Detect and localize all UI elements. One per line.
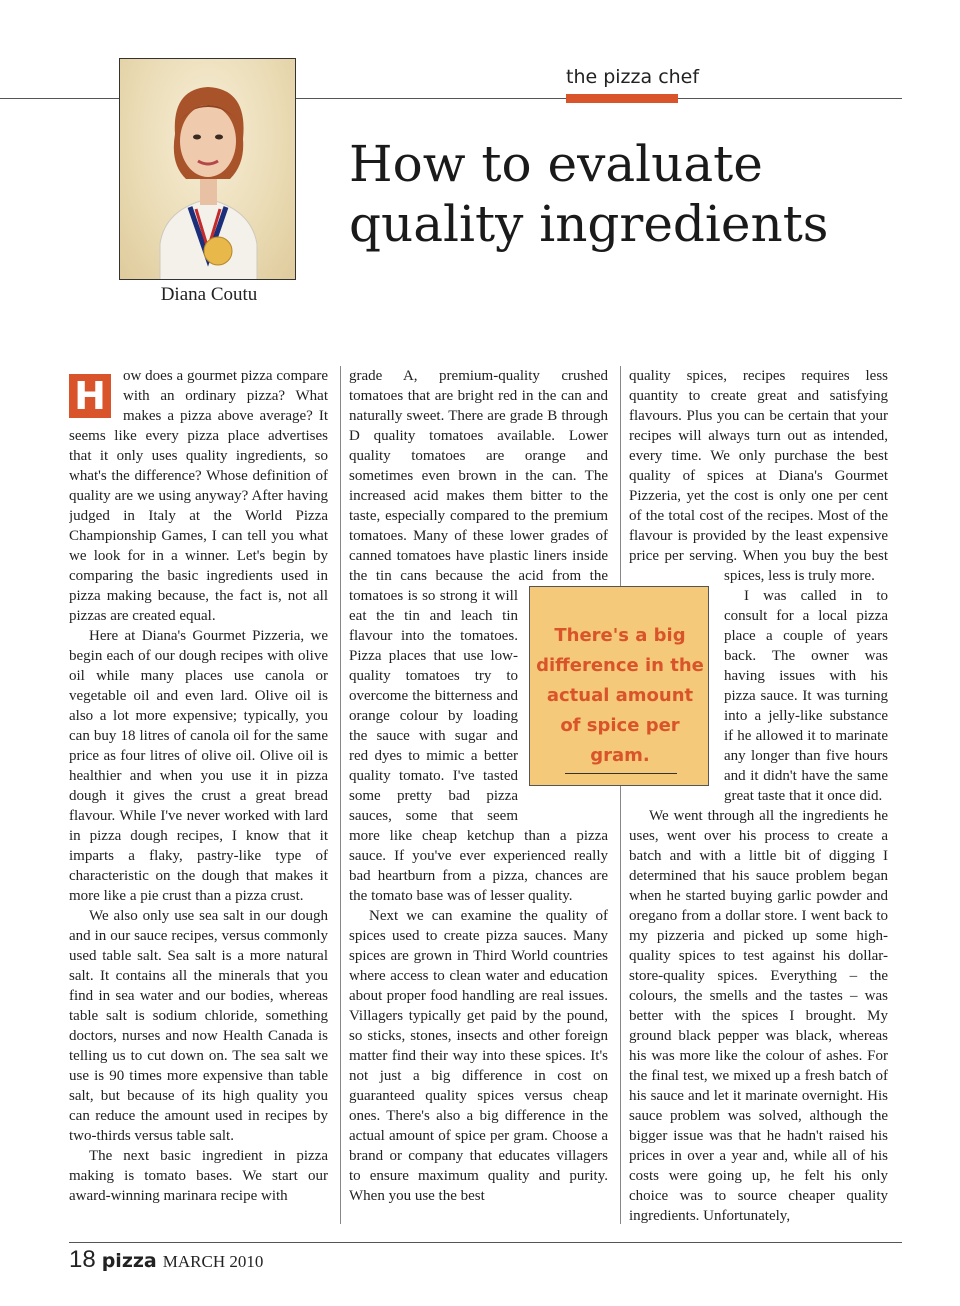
pull-quote: There's a big difference in the actual amount of spice per gram. <box>536 625 704 766</box>
paragraph: Here at Diana's Gourmet Pizzeria, we begin each of our dough recipes with olive oil while many places use canola or vegetable oil and even lard. Olive oil is also a lot more expensive; typically, you can buy 18 litres of canola oil for the same price as four litres of olive oil. Olive oil is healthier and when you use it in pizza dough it gives the crust a great bread flavour. While I've never worked with lard in pizza dough recipes, I know that it imparts a flaky, pastry-like type of characteristic on the dough that makes it more like a pie crust than a pizza crust. <box>69 628 328 904</box>
column-divider <box>620 366 621 1224</box>
footer-rule <box>69 1242 902 1243</box>
pull-quote-box <box>529 586 709 786</box>
paragraph: We went through all the ingredients he uses, went over his process to create a batch and with a little bit of digging I determined that his sauce problem began when he started buying garlic powder and oregano from a dollar store. I went back to my pizzeria and picked up some high-quality spices to test against his dollar-store-quality spices. Everything – the colours, the smells and the tastes – was better with the spices I brought. My ground black pepper was black, whereas his was more like the colour of ashes. For the final test, we mixed up a fresh batch of his sauce and let it marinate overnight. His sauce problem was solved, although the bigger issue was that he hadn't raised his prices in over a year and, while all of his costs were going up, he felt his only choice was to source cheaper quality ingredients. Unfortunately, <box>629 808 888 1224</box>
section-label: the pizza chef <box>566 66 700 88</box>
column-divider <box>340 366 341 1224</box>
paragraph: The next basic ingredient in pizza making is tomato bases. We start our award-winning marinara recipe with <box>69 1148 328 1204</box>
magazine-name: pizza <box>101 1250 157 1272</box>
pull-quote-rule <box>565 773 677 774</box>
paragraph: quality spices, recipes requires less quantity to create great and satisfying flavours. Plus you can be certain that your recipes will always turn out as intended, every time. We only purchase the best quality of spices at Diana's Gourmet Pizzeria, yet the cost is only one per cent of the total cost of the recipes. Most of the flavour is provided by the least expensive price per serving. When you buy the best spices, less is truly more. <box>629 368 888 584</box>
author-caption: Diana Coutu <box>160 284 258 305</box>
issue-date: MARCH 2010 <box>162 1252 264 1271</box>
paragraph: Next we can examine the quality of spices used to create pizza sauces. Many spices are grown in Third World countries where access to clean water and education about proper food handling are real issues. Villagers typically get paid by the pound, so sticks, stones, insects and other foreign matter find their way into these spices. It's not just a big difference in cost on guaranteed quality spices versus cheap ones. There's also a big difference in the actual amount of spice per gram. Choose a brand or company that educates villagers to ensure maximum quality and purity. When you use the best <box>349 908 608 1204</box>
paragraph: I was called in to consult for a local pizza place a couple of years back. The owner was having issues with his pizza sauce. It was turning into a jelly-like substance if he allowed it to marinate any longer than five hours and it didn't have the same great taste that it once did. <box>724 588 888 804</box>
column-2 <box>349 366 608 1226</box>
paragraph: ow does a gourmet pizza compare with an ordinary pizza? What makes a pizza above average? It seems like every pizza place advertises that it only uses quality ingredients, so what's the difference? Whose definition of quality are we using anyway? After having judged in Italy at the World Pizza Championship Games, I can tell you what we look for in a winner. Let's begin by comparing the basic ingredients used in pizza making because, the fact is, not all pizzas are created equal. <box>69 368 328 624</box>
title-line-2: quality ingredients <box>349 195 829 253</box>
drop-cap: H <box>69 374 111 418</box>
column-3 <box>629 366 888 1226</box>
folio <box>69 1246 263 1274</box>
column-1 <box>69 366 328 1226</box>
page-number: 18 <box>69 1246 96 1273</box>
title-line-1: How to evaluate <box>349 135 763 193</box>
author-photo <box>119 58 296 280</box>
paragraph: We also only use sea salt in our dough and in our sauce recipes, versus commonly used table salt. Sea salt is a more natural salt. It contains all the minerals that you find in sea water and our bodies, whereas table salt is sodium chloride, something doctors, nurses and now Health Canada is telling us to cut down on. The sea salt we use is 90 times more expensive than table salt, but because of its high quality you can reduce the amount used in recipes by two-thirds versus table salt. <box>69 908 328 1144</box>
section-tab <box>566 94 678 103</box>
paragraph: grade A, premium-quality crushed tomatoes that are bright red in the can and naturally sweet. There are grade B through D quality tomatoes available. Lower quality tomatoes are orange and sometimes even brown in the can. The increased acid makes them bitter to the taste, especially compared to the premium tomatoes. Many of these lower grades of canned tomatoes have plastic liners inside the tin cans because the acid from the tomatoes is so strong it will eat the tin and leach tin flavour into the tomatoes. Pizza places that use low-quality tomatoes try to overcome the bitterness and orange colour by loading the sauce with sugar and red dyes to mimic a better quality tomato. I've tasted some pretty bad pizza sauces, some that seem more like cheap ketchup than a pizza sauce. If you've ever experienced really bad heartburn from a pizza, chances are the tomato base was of lesser quality. <box>349 368 608 904</box>
article-title <box>349 134 889 254</box>
